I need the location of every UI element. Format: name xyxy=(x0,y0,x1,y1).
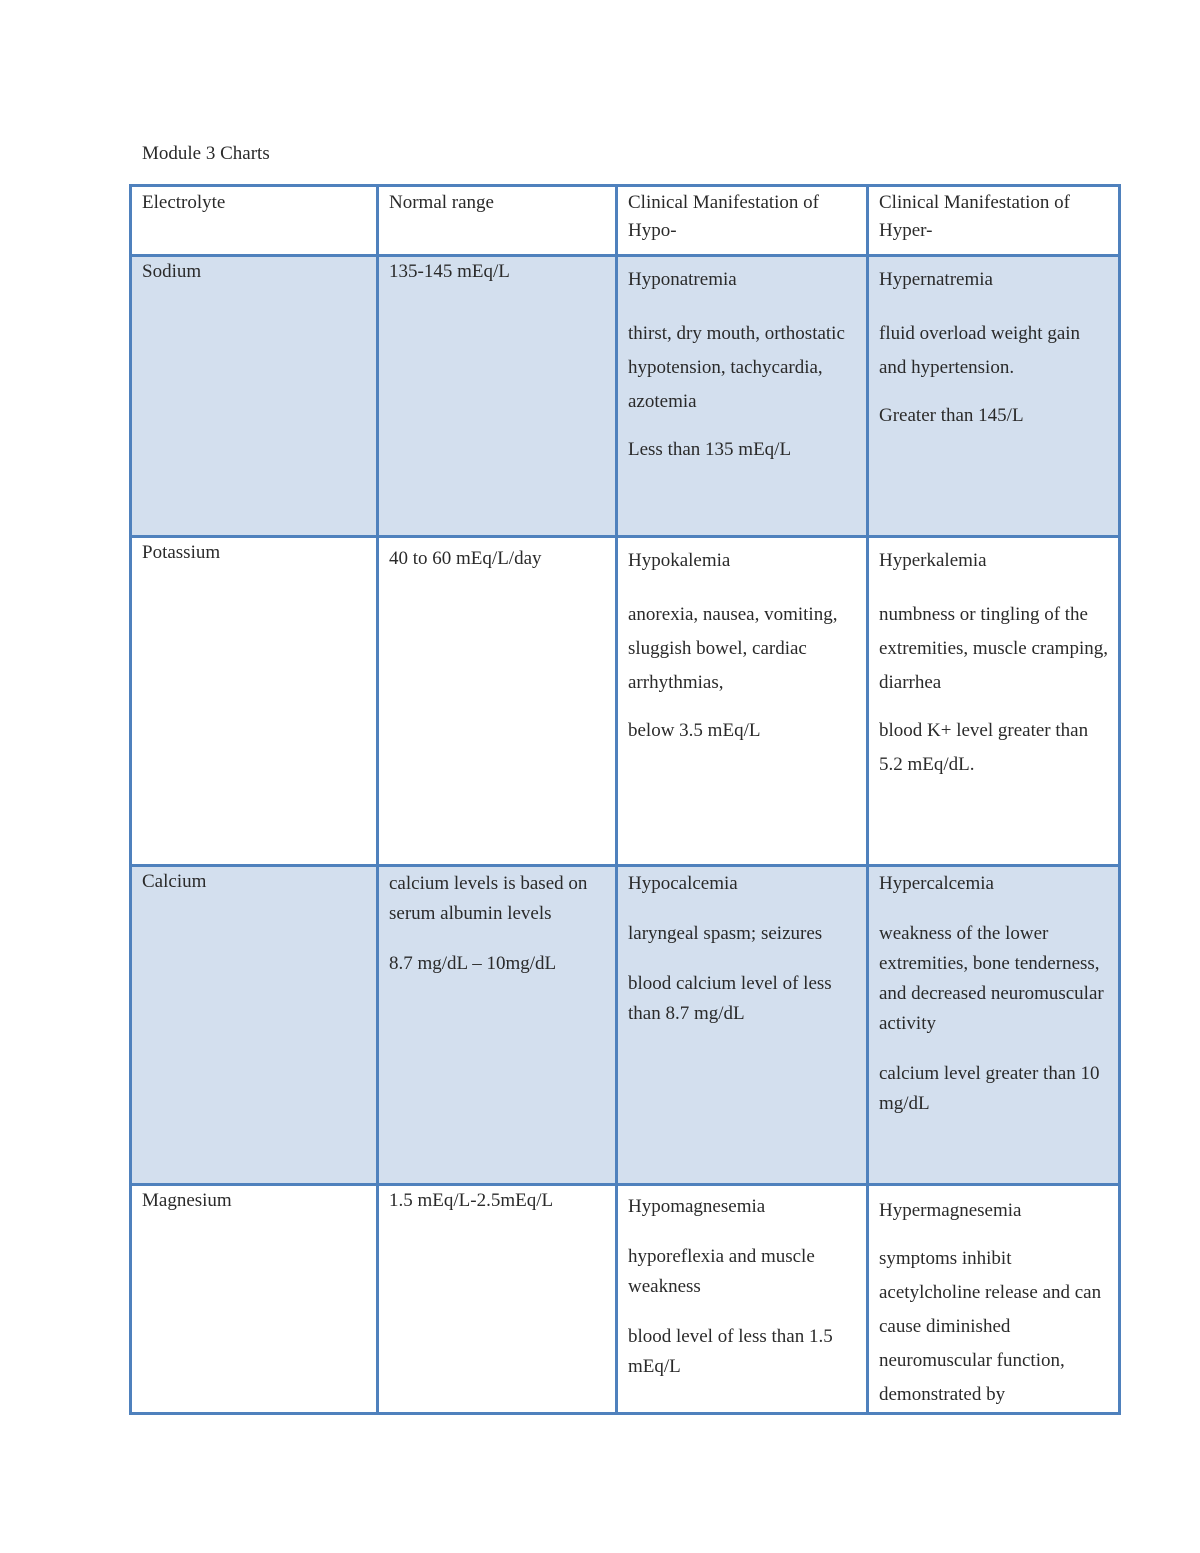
symptoms: laryngeal spasm; seizures xyxy=(628,923,823,944)
header-normal-range: Normal range xyxy=(378,186,617,256)
electrolyte-cell: Calcium xyxy=(131,866,378,1185)
condition-name: Hypocalcemia xyxy=(628,873,738,894)
hyper-cell xyxy=(868,1185,1120,1414)
symptoms: fluid overload weight gain and hypertension. xyxy=(879,323,1081,378)
hyper-cell xyxy=(868,537,1120,866)
hypo-cell xyxy=(617,537,868,866)
normal-range-cell: 135-145 mEq/L xyxy=(378,256,617,537)
page-title: Module 3 Charts xyxy=(142,143,270,164)
condition-name: Hypermagnesemia xyxy=(879,1200,1022,1221)
level: calcium level greater than 10 mg/dL xyxy=(879,1063,1100,1114)
condition-name: Hypernatremia xyxy=(879,269,993,290)
symptoms: weakness of the lower extremities, bone tenderness, and decreased neuromuscular activity xyxy=(879,923,1104,1034)
condition-name: Hypokalemia xyxy=(628,550,731,571)
hypo-cell xyxy=(617,256,868,537)
symptoms: symptoms inhibit acetylcholine release and can cause diminished neuromuscular function, demonstrated by xyxy=(879,1248,1102,1405)
electrolyte-cell: Magnesium xyxy=(131,1185,378,1414)
electrolyte-cell: Sodium xyxy=(131,256,378,537)
condition-name: Hyperkalemia xyxy=(879,550,987,571)
table-header-row xyxy=(131,186,1120,256)
condition-name: Hypercalcemia xyxy=(879,873,994,894)
hyper-cell xyxy=(868,866,1120,1185)
level: Greater than 145/L xyxy=(879,405,1024,426)
normal-range-cell: 1.5 mEq/L-2.5mEq/L xyxy=(378,1185,617,1414)
header-electrolyte: Electrolyte xyxy=(131,186,378,256)
hypo-cell xyxy=(617,1185,868,1414)
level: Less than 135 mEq/L xyxy=(628,439,792,460)
table-row xyxy=(131,866,1120,1185)
electrolyte-cell: Potassium xyxy=(131,537,378,866)
hyper-cell xyxy=(868,256,1120,537)
level: blood K+ level greater than 5.2 mEq/dL. xyxy=(879,720,1089,775)
level: blood level of less than 1.5 mEq/L xyxy=(628,1326,833,1377)
header-hypo: Clinical Manifestation of Hypo- xyxy=(617,186,868,256)
condition-name: Hyponatremia xyxy=(628,269,737,290)
table-row xyxy=(131,1185,1120,1414)
condition-name: Hypomagnesemia xyxy=(628,1196,766,1217)
hypo-cell xyxy=(617,866,868,1185)
table-row xyxy=(131,537,1120,866)
symptoms: thirst, dry mouth, orthostatic hypotension, tachycardia, azotemia xyxy=(628,323,845,412)
symptoms: hyporeflexia and muscle weakness xyxy=(628,1246,815,1297)
table-row xyxy=(131,256,1120,537)
level: blood calcium level of less than 8.7 mg/dL xyxy=(628,973,832,1024)
symptoms: numbness or tingling of the extremities, muscle cramping, diarrhea xyxy=(879,604,1108,693)
normal-range-cell: calcium levels is based on serum albumin levels 8.7 mg/dL – 10mg/dL xyxy=(378,866,617,1185)
normal-range-cell: 40 to 60 mEq/L/day xyxy=(378,537,617,866)
electrolyte-table xyxy=(129,184,1121,1415)
header-hyper: Clinical Manifestation of Hyper- xyxy=(868,186,1120,256)
symptoms: anorexia, nausea, vomiting, sluggish bowel, cardiac arrhythmias, xyxy=(628,604,838,693)
level: below 3.5 mEq/L xyxy=(628,720,761,741)
